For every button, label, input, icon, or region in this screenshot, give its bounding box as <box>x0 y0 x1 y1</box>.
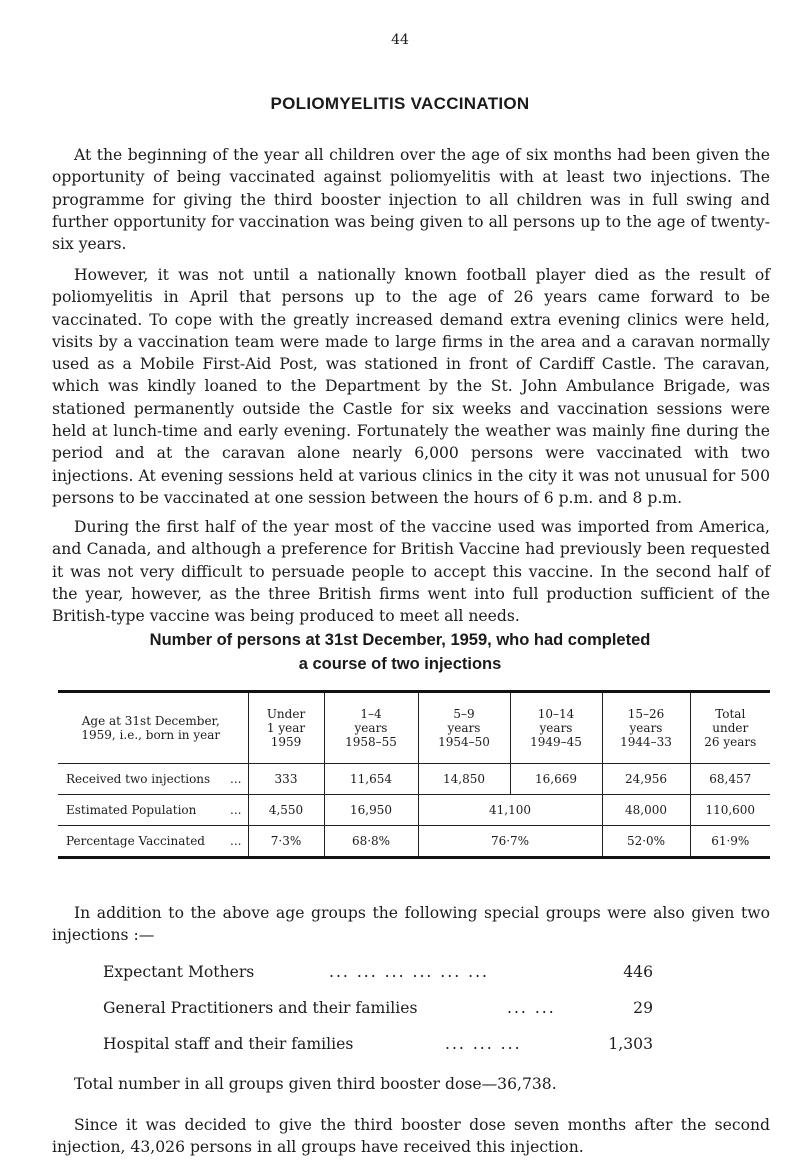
table-cell: 333 <box>248 764 324 795</box>
leader-dots: ... ... ... <box>445 1035 522 1053</box>
header-total: Total under 26 years <box>690 692 770 764</box>
header-5-9: 5–9 years 1954–50 <box>418 692 510 764</box>
group-label: General Practitioners and their families <box>103 999 418 1017</box>
leader-dots: ... ... ... ... ... ... <box>329 963 490 981</box>
row-label: Percentage Vaccinated ... <box>58 826 248 858</box>
table-cell-merged: 41,100 <box>418 795 602 826</box>
list-item <box>103 960 653 984</box>
table-cell: 61·9% <box>690 826 770 858</box>
row-label: Received two injections ... <box>58 764 248 795</box>
group-value: 1,303 <box>608 1035 653 1053</box>
page-number: 44 <box>391 32 409 48</box>
table-cell: 11,654 <box>324 764 418 795</box>
table-cell: 110,600 <box>690 795 770 826</box>
leader-dots: ... ... <box>507 999 556 1017</box>
group-label: Expectant Mothers <box>103 963 255 981</box>
vaccination-table <box>58 690 770 859</box>
paragraph-caravan: However, it was not until a nationally known football player died as the result of poliomyelitis in April that persons up to the age of 26 years came forward to be vaccinated. To cope with the greatly increased demand extra evening clinics were held, visits by a vaccination team were made to large firms in the area and a caravan normally used as a Mobile First-Aid Post, was stationed in front of Cardiff Castle. The caravan, which was kindly loaned to the Department by the St. John Ambulance Brigade, was stationed permanently outside the Castle for six weeks and vaccination sessions were held at lunch-time and early evening. Fortunately the weather was mainly fine during the period and at the caravan alone nearly 6,000 persons were vaccinated with two injections. At evening sessions held at various clinics in the city it was not unusual for 500 persons to be vaccinated at one session between the hours of 6 p.m. and 8 p.m. <box>52 266 770 507</box>
table-header-row <box>58 692 770 764</box>
table-cell: 24,956 <box>602 764 690 795</box>
list-item <box>103 1032 653 1056</box>
header-10-14: 10–14 years 1949–45 <box>510 692 602 764</box>
header-15-26: 15–26 years 1944–33 <box>602 692 690 764</box>
page-title: POLIOMYELITIS VACCINATION <box>270 94 530 113</box>
paragraph-vaccine-supply: During the first half of the year most of the vaccine used was imported from America, and Canada, and although a preference for British Vaccine had previously been requested it was not very difficult to persuade people to accept this vaccine. In the second half of the year, however, as the three British firms went into full production sufficient of the British-type vaccine was being produced to meet all needs. <box>52 518 770 626</box>
table-title-line-2: a course of two injections <box>298 655 502 673</box>
paragraph-intro: At the beginning of the year all children over the age of six months had been given the opportunity of being vaccinated against poliomyelitis with at least two injections. The programme for giving the third booster injection to all children was in full swing and further opportunity for vaccination was being given to all persons up to the age of twenty-six years. <box>52 146 770 254</box>
table-cell: 7·3% <box>248 826 324 858</box>
group-label: Hospital staff and their families <box>103 1035 354 1053</box>
table-title <box>0 628 800 676</box>
table-title-line-1: Number of persons at 31st December, 1959, who had completed <box>149 631 651 649</box>
table-cell: 16,950 <box>324 795 418 826</box>
table-cell: 52·0% <box>602 826 690 858</box>
table-cell: 68·8% <box>324 826 418 858</box>
table-cell: 48,000 <box>602 795 690 826</box>
table-cell-merged: 76·7% <box>418 826 602 858</box>
group-value: 29 <box>633 999 653 1017</box>
row-label: Estimated Population ... <box>58 795 248 826</box>
table-row <box>58 826 770 858</box>
table-cell: 16,669 <box>510 764 602 795</box>
paragraph-closing: Since it was decided to give the third booster dose seven months after the second injection, 43,026 persons in all groups have received this injection. <box>52 1116 770 1157</box>
header-under-1: Under 1 year 1959 <box>248 692 324 764</box>
header-1-4: 1–4 years 1958–55 <box>324 692 418 764</box>
table-cell: 4,550 <box>248 795 324 826</box>
list-item <box>103 996 653 1020</box>
special-groups-intro: In addition to the above age groups the following special groups were also given two injections :— <box>52 904 770 945</box>
table-cell: 14,850 <box>418 764 510 795</box>
table-row <box>58 795 770 826</box>
table-cell: 68,457 <box>690 764 770 795</box>
table-row <box>58 764 770 795</box>
header-age-column: Age at 31st December, 1959, i.e., born in year <box>58 692 248 764</box>
group-value: 446 <box>623 963 653 981</box>
total-booster-line: Total number in all groups given third booster dose—36,738. <box>74 1075 557 1093</box>
